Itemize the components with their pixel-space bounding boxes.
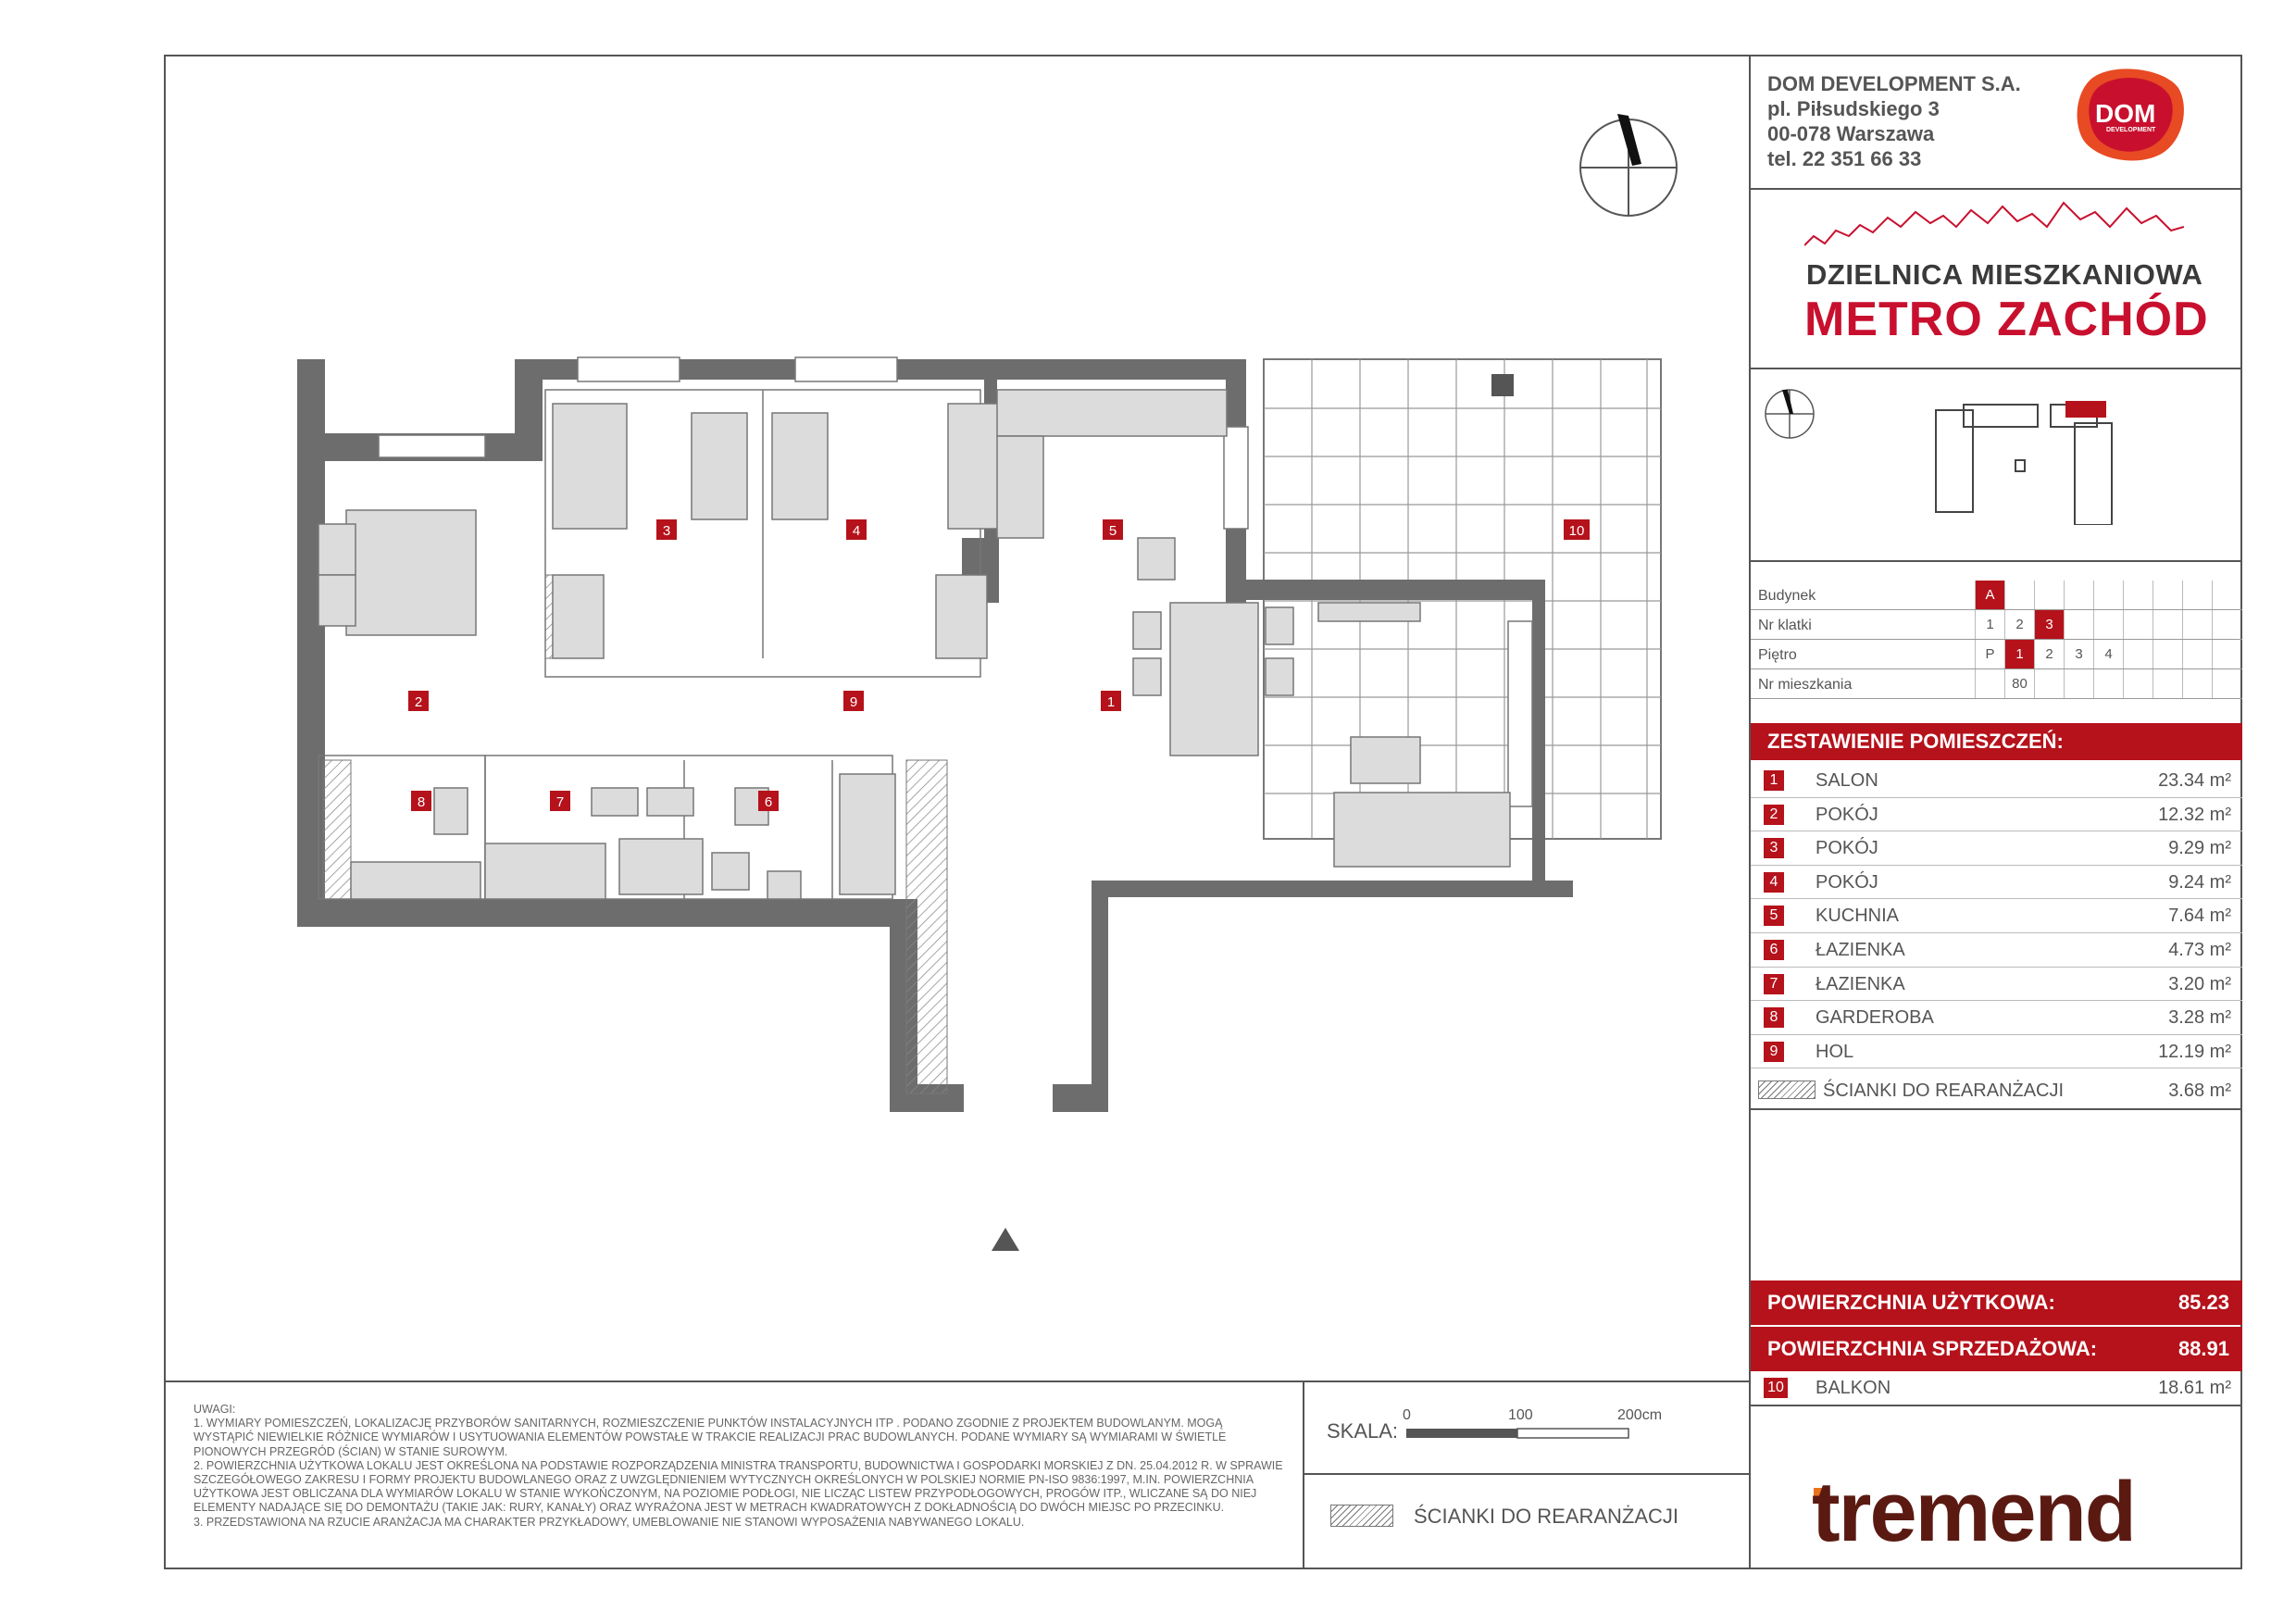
room-label-8	[411, 791, 431, 811]
room-label-3	[656, 519, 677, 540]
svg-text:0: 0	[1403, 1407, 1411, 1423]
svg-text:6: 6	[764, 794, 773, 810]
company-name: DOM DEVELOPMENT S.A.	[1767, 72, 2021, 95]
svg-text:9: 9	[849, 694, 858, 710]
compass-icon	[1580, 114, 1677, 216]
balcony-row: 10 BALKON 18.61 m²	[1751, 1369, 2242, 1406]
room-label-9	[843, 691, 864, 711]
scale-label: SKALA:	[1327, 1419, 1399, 1443]
walls-row: ŚCIANKI DO REARANŻACJI 3.68 m²	[1751, 1069, 2242, 1110]
mini-compass-icon	[1764, 388, 1816, 440]
legend-hatch-swatch	[1330, 1505, 1393, 1527]
sheet-frame	[164, 55, 2242, 1569]
svg-text:100: 100	[1508, 1407, 1533, 1423]
room-row: 3 POKÓJ 9.29 m²	[1751, 831, 2242, 866]
room-list	[1751, 764, 2242, 1068]
room-row: 1 SALON 23.34 m²	[1751, 764, 2242, 798]
room-row: 8 GARDEROBA 3.28 m²	[1751, 1001, 2242, 1035]
floor-plan-drawing	[166, 56, 1749, 1380]
key-plan	[1751, 371, 2242, 562]
floor-plan	[166, 56, 1749, 1380]
usable-area-total: POWIERZCHNIA UŻYTKOWA: 85.23	[1751, 1280, 2242, 1325]
room-row: 7 ŁAZIENKA 3.20 m²	[1751, 968, 2242, 1002]
svg-text:8: 8	[417, 794, 426, 810]
entrance-arrow-icon	[992, 1228, 1019, 1251]
logo-text-dom: DOM	[2095, 99, 2156, 128]
divider	[1304, 1473, 1749, 1475]
project-brand	[1751, 188, 2242, 369]
svg-text:10: 10	[1568, 523, 1585, 539]
notes-text: UWAGI: 1. WYMIARY POMIESZCZEŃ, LOKALIZACJĘ PRZYBORÓW SANITARNYCH, ROZMIESZCZENIE PUNKTÓW INSTALACYJNYCH ITP . PODANO ZGODNIE Z PROJEKTEM BUDOWLANYM. MOGĄ WYSTĄPIĆ NIEWIELKIE RÓŻNICE WYMIARÓW I USYTUOWANIA ELEMENTÓW POWSTAŁE W TRAKCIE REALIZACJI PRAC BUDOWLANYCH. PODANE WYMIARY SĄ WYMIARAMI W ŚWIETLE PIONOWYCH PRZEGRÓD (ŚCIAN) W STANIE SUROWYM. 2. POWIERZCHNIA UŻYTKOWA LOKALU JEST OKREŚLONA NA PODSTAWIE ROZPORZĄDZENIA MINISTRA TRANSPORTU, BUDOWNICTWA I GOSPODARKI MORSKIEJ Z DN. 25.04.2012 R. W SPRAWIE SZCZEGÓŁOWEGO ZAKRESU I FORMY PROJEKTU BUDOWLANEGO ORAZ Z UWZGLĘDNIENIEM WYTYCZNYCH OKREŚLONYCH W POLSKIEJ NORMIE PN-ISO 9836:1997, M.IN. POWIERZCHNIA UŻYTKOWA JEST OBLICZANA DLA WYMIARÓW LOKALU W STANIE WYKOŃCZONYM, NA POZIOMIE PODŁOGI, NIE LICZĄC LISTEW PRZYPODŁOGOWYCH, PROGÓW ITP., WLICZANE SĄ DO NIEJ ELEMENTY NADAJĄCE SIĘ DO DEMONTAŻU (TAKIE JAK: RURY, KANAŁY) ORAZ WYRAŻONA JEST W METRACH KWADRATOWYCH Z DOKŁADNOŚCIĄ DO DWÓCH MIEJSC PO PRZECINKU. 3. PRZEDSTAWIONA NA RZUCIE ARANŻACJA MA CHARAKTER PRZYKŁADOWY, UMEBLOWANIE NIE STANOWI WYPOSAŻENIA NABYWANEGO LOKALU.	[193, 1403, 1283, 1529]
scale-bar	[1379, 1401, 1730, 1447]
svg-text:1: 1	[1106, 694, 1116, 710]
svg-text:5: 5	[1108, 523, 1117, 539]
info-row-budynek: Budynek A	[1751, 581, 2242, 610]
legend-text: ŚCIANKI DO REARANŻACJI	[1414, 1505, 1679, 1528]
room-row: 2 POKÓJ 12.32 m²	[1751, 798, 2242, 832]
room-row: 5 KUCHNIA 7.64 m²	[1751, 899, 2242, 933]
company-city: 00-078 Warszawa	[1767, 122, 1935, 145]
room-label-7	[550, 791, 570, 811]
logo-text-development: DEVELOPMENT	[2106, 127, 2156, 133]
info-row-klatka: Nr klatki 1 2 3	[1751, 610, 2242, 640]
svg-text:2: 2	[414, 694, 423, 710]
room-label-5	[1103, 519, 1123, 540]
company-phone: tel. 22 351 66 33	[1767, 147, 1922, 170]
sale-area-total: POWIERZCHNIA SPRZEDAŻOWA: 88.91	[1751, 1327, 2242, 1371]
notes-panel	[166, 1380, 1303, 1568]
svg-text:200cm: 200cm	[1617, 1407, 1663, 1423]
room-row: 4 POKÓJ 9.24 m²	[1751, 866, 2242, 900]
company-address	[1767, 71, 2021, 171]
room-row: 9 HOL 12.19 m²	[1751, 1035, 2242, 1069]
skyline-icon	[1804, 199, 2184, 255]
company-street: pl. Piłsudskiego 3	[1767, 97, 1940, 120]
room-label-6	[758, 791, 779, 811]
room-label-10	[1564, 519, 1590, 540]
info-row-pietro: Piętro P 1 2 3 4	[1751, 640, 2242, 669]
room-label-4	[846, 519, 867, 540]
room-label-1	[1101, 691, 1121, 711]
hatch-swatch	[1758, 1081, 1816, 1099]
project-title-line1: DZIELNICA MIESZKANIOWA	[1806, 258, 2203, 291]
room-row: 6 ŁAZIENKA 4.73 m²	[1751, 933, 2242, 968]
info-sidebar	[1749, 56, 2242, 1568]
scale-legend-panel	[1303, 1380, 1749, 1568]
info-row-mieszkanie: Nr mieszkania 80	[1751, 669, 2242, 699]
room-label-2	[408, 691, 429, 711]
project-title-line2: METRO ZACHÓD	[1804, 293, 2209, 346]
rooms-heading: ZESTAWIENIE POMIESZCZEŃ:	[1751, 723, 2242, 760]
svg-text:4: 4	[852, 523, 861, 539]
svg-text:3: 3	[662, 523, 671, 539]
unit-info-grid	[1751, 581, 2242, 699]
tremend-logo: tremend	[1812, 1465, 2135, 1559]
svg-text:7: 7	[555, 794, 565, 810]
building-key-plan-icon	[1927, 395, 2130, 525]
